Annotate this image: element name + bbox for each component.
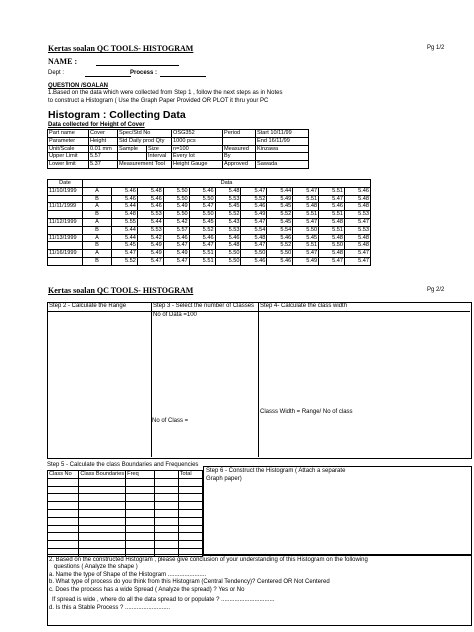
value-cell: 5.46 bbox=[189, 187, 215, 195]
date-header: Date bbox=[48, 180, 83, 188]
info-cell: Unit/Scale bbox=[48, 145, 89, 153]
value-cell: 5.49 bbox=[137, 250, 163, 258]
freq-cell[interactable] bbox=[178, 494, 202, 502]
info-cell: Height Gauge bbox=[172, 161, 223, 169]
value-cell: 5.47 bbox=[112, 250, 138, 258]
info-cell: Lower limit bbox=[48, 161, 89, 169]
step3-sub: No of Data =100 bbox=[153, 312, 197, 318]
freq-cell[interactable] bbox=[154, 517, 178, 525]
info-cell: 5.57 bbox=[89, 153, 118, 161]
data-collected-caption: Data collected for Height of Cover bbox=[48, 122, 145, 128]
value-cell: 5.52 bbox=[215, 211, 241, 219]
value-cell: 5.47 bbox=[137, 257, 163, 265]
table-row bbox=[48, 486, 203, 494]
value-cell: 5.52 bbox=[241, 195, 267, 203]
date-cell bbox=[48, 211, 83, 219]
freq-cell[interactable] bbox=[48, 509, 79, 517]
value-cell: 5.47 bbox=[319, 257, 345, 265]
value-cell: 5.47 bbox=[345, 250, 371, 258]
info-cell: Part name bbox=[48, 130, 89, 138]
value-cell: 5.42 bbox=[137, 234, 163, 242]
no-of-class-label: No of Class = bbox=[152, 418, 189, 424]
freq-cell[interactable] bbox=[79, 478, 126, 486]
value-cell: 5.44 bbox=[112, 226, 138, 234]
value-cell: 5.46 bbox=[112, 187, 138, 195]
value-cell: 5.51 bbox=[319, 187, 345, 195]
freq-cell[interactable] bbox=[178, 502, 202, 510]
shift-cell: B bbox=[83, 257, 112, 265]
freq-cell[interactable] bbox=[178, 486, 202, 494]
value-cell: 5.46 bbox=[267, 234, 293, 242]
freq-cell[interactable] bbox=[154, 541, 178, 549]
value-cell: 5.47 bbox=[345, 218, 371, 226]
value-cell: 5.49 bbox=[293, 257, 319, 265]
info-cell: Spec/Std No bbox=[118, 130, 172, 138]
freq-cell[interactable] bbox=[178, 478, 202, 486]
value-cell: 5.55 bbox=[112, 218, 138, 226]
value-cell: 5.48 bbox=[345, 203, 371, 211]
value-cell: 5.50 bbox=[319, 242, 345, 250]
date-cell: 11/13/1999 bbox=[48, 234, 83, 242]
value-cell: 5.57 bbox=[163, 226, 189, 234]
freq-cell[interactable] bbox=[48, 478, 79, 486]
freq-cell[interactable] bbox=[126, 525, 155, 533]
value-cell: 5.53 bbox=[137, 211, 163, 219]
value-cell: 5.48 bbox=[345, 234, 371, 242]
shift-cell: B bbox=[83, 211, 112, 219]
shift-cell: A bbox=[83, 250, 112, 258]
value-cell: 5.46 bbox=[319, 203, 345, 211]
freq-cell[interactable] bbox=[48, 517, 79, 525]
value-cell: 5.48 bbox=[241, 234, 267, 242]
freq-cell[interactable] bbox=[154, 486, 178, 494]
table-row bbox=[48, 541, 203, 549]
info-cell: 0.01 mm bbox=[89, 145, 118, 153]
info-cell: By bbox=[223, 153, 256, 161]
q2-line-2: questions ( Analyze the shape ) bbox=[54, 564, 138, 570]
value-cell: 5.46 bbox=[241, 203, 267, 211]
measurement-table bbox=[47, 179, 371, 266]
freq-header: Class No bbox=[48, 471, 79, 479]
value-cell: 5.54 bbox=[267, 226, 293, 234]
freq-cell[interactable] bbox=[154, 533, 178, 541]
info-cell: Kinzawa bbox=[256, 145, 309, 153]
info-cell: Sample bbox=[118, 145, 147, 153]
histogram-title: Histogram : Collecting Data bbox=[48, 109, 186, 121]
page1-title: Kertas soalan QC TOOLS- HISTOGRAM bbox=[48, 44, 194, 53]
divider bbox=[47, 311, 470, 312]
freq-cell[interactable] bbox=[126, 478, 155, 486]
question-a: a. Name the type of Shape of the Histogram ....................... bbox=[49, 572, 207, 578]
value-cell: 5.45 bbox=[189, 218, 215, 226]
step3-label: Step 3 - Select the number of Classes bbox=[153, 303, 255, 309]
value-cell: 5.46 bbox=[267, 257, 293, 265]
freq-cell[interactable] bbox=[154, 478, 178, 486]
question-d: d. Is this a Stable Process ? ........................... bbox=[49, 605, 171, 611]
value-cell: 5.42 bbox=[163, 218, 189, 226]
value-cell: 5.51 bbox=[319, 226, 345, 234]
page2-page-number: Pg 2/2 bbox=[427, 287, 445, 293]
freq-cell[interactable] bbox=[79, 502, 126, 510]
table-row bbox=[48, 478, 203, 486]
q2-line-1: 2. Based on the constructed Histogram , please give conclusion of your understanding of this Histogram on the following bbox=[49, 557, 368, 563]
info-cell: Interval bbox=[147, 153, 172, 161]
info-cell: 1000 pcs bbox=[172, 137, 223, 145]
value-cell: 5.47 bbox=[293, 250, 319, 258]
table-row bbox=[48, 250, 371, 258]
value-cell: 5.45 bbox=[267, 218, 293, 226]
freq-cell[interactable] bbox=[126, 533, 155, 541]
value-cell: 5.47 bbox=[163, 242, 189, 250]
value-cell: 5.50 bbox=[163, 187, 189, 195]
freq-cell[interactable] bbox=[126, 517, 155, 525]
value-cell: 5.49 bbox=[163, 203, 189, 211]
value-cell: 5.44 bbox=[137, 218, 163, 226]
name-label: NAME : bbox=[48, 57, 78, 66]
value-cell: 5.49 bbox=[137, 242, 163, 250]
freq-cell[interactable] bbox=[79, 509, 126, 517]
value-cell: 5.50 bbox=[163, 211, 189, 219]
info-cell bbox=[256, 153, 309, 161]
freq-cell[interactable] bbox=[48, 525, 79, 533]
info-cell: n=100 bbox=[172, 145, 223, 153]
step4-label: Step 4- Calculate the class width bbox=[260, 303, 348, 309]
value-cell: 5.52 bbox=[267, 242, 293, 250]
value-cell: 5.46 bbox=[112, 195, 138, 203]
table-row bbox=[48, 195, 371, 203]
name-field[interactable] bbox=[96, 65, 179, 66]
freq-cell[interactable] bbox=[79, 517, 126, 525]
value-cell: 5.51 bbox=[293, 211, 319, 219]
question-line-2: to construct a Histogram ( Use the Graph Paper Provided OR PLOT it thru your PC bbox=[48, 98, 269, 104]
steps-2-4-box bbox=[47, 302, 472, 459]
value-cell: 5.52 bbox=[112, 257, 138, 265]
info-cell: Upper Limit bbox=[48, 153, 89, 161]
value-cell: 5.43 bbox=[215, 218, 241, 226]
freq-cell[interactable] bbox=[79, 541, 126, 549]
freq-cell[interactable] bbox=[126, 502, 155, 510]
value-cell: 5.45 bbox=[293, 234, 319, 242]
value-cell: 5.47 bbox=[163, 257, 189, 265]
freq-cell[interactable] bbox=[48, 541, 79, 549]
date-cell: 11/10/1999 bbox=[48, 187, 83, 195]
freq-header: Freq bbox=[126, 471, 155, 479]
value-cell: 5.46 bbox=[137, 203, 163, 211]
freq-cell[interactable] bbox=[79, 486, 126, 494]
value-cell: 5.46 bbox=[345, 187, 371, 195]
process-field[interactable] bbox=[160, 76, 206, 77]
value-cell: 5.47 bbox=[293, 187, 319, 195]
value-cell: 5.53 bbox=[215, 195, 241, 203]
data-header: Data bbox=[83, 180, 371, 188]
value-cell: 5.51 bbox=[319, 211, 345, 219]
value-cell: 5.53 bbox=[345, 226, 371, 234]
value-cell: 5.47 bbox=[189, 203, 215, 211]
process-label: Process : bbox=[130, 70, 158, 76]
value-cell: 5.50 bbox=[163, 195, 189, 203]
value-cell: 5.47 bbox=[345, 257, 371, 265]
table-row bbox=[48, 187, 371, 195]
value-cell: 5.44 bbox=[112, 203, 138, 211]
date-cell bbox=[48, 257, 83, 265]
value-cell: 5.48 bbox=[215, 242, 241, 250]
question-c: c. Does the process has a wide Spread ( Analyze the spread) ? Yes or No bbox=[49, 587, 245, 593]
value-cell: 5.45 bbox=[112, 242, 138, 250]
info-cell: End 16/11/99 bbox=[256, 137, 309, 145]
value-cell: 5.48 bbox=[319, 234, 345, 242]
value-cell: 5.48 bbox=[293, 203, 319, 211]
info-cell: Parameter bbox=[48, 137, 89, 145]
info-cell: Sawada bbox=[256, 161, 309, 169]
table-row bbox=[48, 211, 371, 219]
shift-cell: B bbox=[83, 195, 112, 203]
value-cell: 5.47 bbox=[319, 195, 345, 203]
value-cell: 5.48 bbox=[345, 242, 371, 250]
table-row bbox=[48, 203, 371, 211]
info-cell bbox=[118, 153, 147, 161]
info-cell: OSG352 bbox=[172, 130, 223, 138]
value-cell: 5.45 bbox=[267, 203, 293, 211]
date-cell bbox=[48, 242, 83, 250]
table-row bbox=[48, 218, 371, 226]
freq-cell[interactable] bbox=[154, 502, 178, 510]
table-row bbox=[48, 509, 203, 517]
value-cell: 5.46 bbox=[189, 234, 215, 242]
step6-label: Step 6 - Construct the Histogram ( Attach a separate Graph paper) bbox=[206, 468, 346, 482]
freq-cell[interactable] bbox=[79, 525, 126, 533]
freq-cell[interactable] bbox=[178, 525, 202, 533]
value-cell: 5.52 bbox=[189, 226, 215, 234]
freq-cell[interactable] bbox=[79, 533, 126, 541]
value-cell: 5.48 bbox=[112, 211, 138, 219]
freq-cell[interactable] bbox=[48, 486, 79, 494]
date-cell bbox=[48, 226, 83, 234]
value-cell: 5.47 bbox=[189, 242, 215, 250]
info-cell: Cover bbox=[89, 130, 118, 138]
freq-header bbox=[154, 471, 178, 479]
freq-cell[interactable] bbox=[154, 509, 178, 517]
freq-cell[interactable] bbox=[126, 541, 155, 549]
shift-cell: A bbox=[83, 218, 112, 226]
question-c-followup: If spread is wide , where do all the data spread to or populate ? ................................ bbox=[52, 597, 275, 603]
value-cell: 5.49 bbox=[163, 250, 189, 258]
page1-page-number: Pg 1/2 bbox=[427, 45, 445, 51]
question-heading: QUESTION /SOALAN bbox=[48, 83, 109, 89]
value-cell: 5.50 bbox=[215, 257, 241, 265]
freq-cell[interactable] bbox=[126, 486, 155, 494]
dept-label: Dept : bbox=[48, 70, 65, 76]
info-cell: Approved bbox=[223, 161, 256, 169]
freq-cell[interactable] bbox=[154, 525, 178, 533]
value-cell: 5.54 bbox=[241, 226, 267, 234]
info-cell: Size bbox=[147, 145, 172, 153]
info-cell: Start 10/11/99 bbox=[256, 130, 309, 138]
shift-cell: B bbox=[83, 242, 112, 250]
value-cell: 5.51 bbox=[189, 250, 215, 258]
table-row bbox=[48, 494, 203, 502]
step2-label: Step 2 - Calculate the Range bbox=[49, 303, 127, 309]
freq-cell[interactable] bbox=[126, 494, 155, 502]
info-cell: 5.37 bbox=[89, 161, 118, 169]
date-cell: 11/16/1999 bbox=[48, 250, 83, 258]
table-row bbox=[48, 533, 203, 541]
value-cell: 5.51 bbox=[293, 242, 319, 250]
shift-cell: A bbox=[83, 187, 112, 195]
value-cell: 5.52 bbox=[267, 211, 293, 219]
value-cell: 5.44 bbox=[112, 234, 138, 242]
value-cell: 5.51 bbox=[189, 257, 215, 265]
value-cell: 5.47 bbox=[241, 242, 267, 250]
value-cell: 5.48 bbox=[215, 187, 241, 195]
question-line-1: 1.Based on the data which were collected from Step 1 , follow the next steps as in Notes bbox=[48, 90, 283, 96]
shift-cell: A bbox=[83, 203, 112, 211]
table-row bbox=[48, 242, 371, 250]
page2-title: Kertas soalan QC TOOLS- HISTOGRAM bbox=[48, 286, 194, 295]
table-row bbox=[48, 226, 371, 234]
freq-cell[interactable] bbox=[178, 509, 202, 517]
date-cell: 11/12/1999 bbox=[48, 218, 83, 226]
value-cell: 5.49 bbox=[241, 211, 267, 219]
value-cell: 5.53 bbox=[215, 226, 241, 234]
freq-cell[interactable] bbox=[48, 494, 79, 502]
frequency-table bbox=[47, 470, 203, 557]
value-cell: 5.44 bbox=[267, 187, 293, 195]
info-cell: Measured bbox=[223, 145, 256, 153]
value-cell: 5.45 bbox=[215, 203, 241, 211]
freq-cell[interactable] bbox=[178, 541, 202, 549]
value-cell: 5.47 bbox=[293, 218, 319, 226]
value-cell: 5.48 bbox=[137, 187, 163, 195]
value-cell: 5.47 bbox=[241, 187, 267, 195]
value-cell: 5.53 bbox=[345, 211, 371, 219]
value-cell: 5.46 bbox=[215, 234, 241, 242]
divider bbox=[258, 302, 259, 457]
class-width-label: Classs Width = Range/ No of class bbox=[260, 409, 353, 415]
freq-cell[interactable] bbox=[126, 509, 155, 517]
question-b: b. What type of process do you think from this Histogram (Central Tendency)? Centered OR Not Centered bbox=[49, 579, 330, 585]
dept-field[interactable] bbox=[85, 76, 131, 77]
table-row bbox=[48, 517, 203, 525]
shift-cell: A bbox=[83, 234, 112, 242]
info-cell bbox=[223, 137, 256, 145]
info-cell: Std Daily prod Qty bbox=[118, 137, 172, 145]
value-cell: 5.50 bbox=[189, 195, 215, 203]
freq-cell[interactable] bbox=[154, 494, 178, 502]
date-cell bbox=[48, 195, 83, 203]
value-cell: 5.50 bbox=[215, 250, 241, 258]
freq-cell[interactable] bbox=[79, 494, 126, 502]
value-cell: 5.48 bbox=[345, 195, 371, 203]
value-cell: 5.51 bbox=[293, 195, 319, 203]
info-cell: Every lot bbox=[172, 153, 223, 161]
value-cell: 5.50 bbox=[189, 211, 215, 219]
freq-cell[interactable] bbox=[48, 502, 79, 510]
info-table bbox=[47, 129, 309, 169]
value-cell: 5.48 bbox=[319, 218, 345, 226]
divider bbox=[151, 302, 152, 457]
freq-cell[interactable] bbox=[178, 517, 202, 525]
shift-cell: B bbox=[83, 226, 112, 234]
value-cell: 5.50 bbox=[241, 250, 267, 258]
table-row bbox=[48, 525, 203, 533]
value-cell: 5.48 bbox=[319, 250, 345, 258]
freq-header: Total bbox=[178, 471, 202, 479]
table-row bbox=[48, 257, 371, 265]
info-cell: Measurement Tool bbox=[118, 161, 172, 169]
value-cell: 5.50 bbox=[293, 226, 319, 234]
value-cell: 5.46 bbox=[137, 195, 163, 203]
freq-cell[interactable] bbox=[178, 533, 202, 541]
table-row bbox=[48, 502, 203, 510]
table-row bbox=[48, 234, 371, 242]
date-cell: 11/11/1999 bbox=[48, 203, 83, 211]
value-cell: 5.50 bbox=[267, 250, 293, 258]
freq-cell[interactable] bbox=[48, 533, 79, 541]
value-cell: 5.47 bbox=[241, 218, 267, 226]
value-cell: 5.49 bbox=[267, 195, 293, 203]
info-cell: Period bbox=[223, 130, 256, 138]
step5-label: Step 5 - Calculate the class Boundaries and Frequencies bbox=[47, 462, 199, 468]
info-cell: Height bbox=[89, 137, 118, 145]
value-cell: 5.53 bbox=[137, 226, 163, 234]
value-cell: 5.46 bbox=[163, 234, 189, 242]
freq-header: Class Boundaries bbox=[80, 471, 125, 477]
value-cell: 5.46 bbox=[241, 257, 267, 265]
